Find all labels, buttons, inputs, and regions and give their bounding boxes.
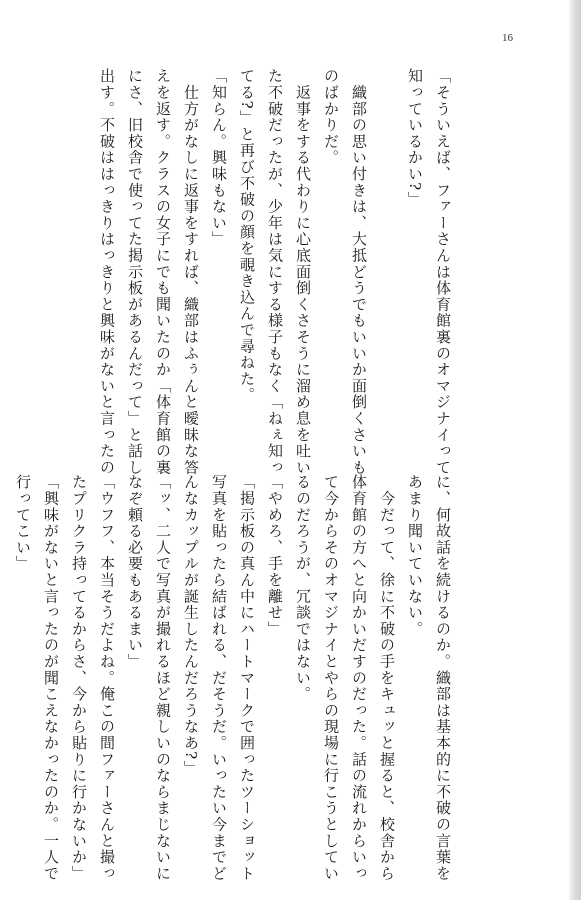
text-line: なぞ頼る必要もあるまい」	[126, 474, 144, 670]
page-number: 16	[502, 32, 513, 44]
text-line: 知っているかい?」	[406, 68, 424, 208]
text-line: にさ、旧校舎で使ってた掲示板があるんだって」と話し	[126, 68, 144, 476]
text-line: のばかりだ。	[322, 68, 340, 166]
text-line: た不破だったが、少年は気にする様子もなく「ねぇ知っ	[266, 68, 284, 476]
text-line: てる?」と再び不破の顔を覗き込んで尋ねた。	[238, 68, 256, 404]
text-line: たプリクラ持ってるからさ、今から貼りに行かないか」	[70, 474, 88, 882]
text-line: あまり聞いていない。	[406, 474, 424, 637]
text-line: 今だって、徐に不破の手をキュッと握ると、校舎から	[378, 474, 396, 882]
text-line: えを返す。クラスの女子にでも聞いたのか「体育館の裏	[154, 68, 172, 476]
text-line: 「やめろ、手を離せ」	[266, 474, 284, 637]
text-line: 仕方がなしに返事をすれば、織部はふぅんと曖昧な答	[182, 68, 200, 476]
text-line: 「ッ、二人で写真が撮れるほど親しいのならまじないに	[154, 474, 172, 882]
text-line: 「興味がないと言ったのが聞こえなかったのか。一人で	[42, 474, 60, 882]
text-line: 「掲示板の真ん中にハートマークで囲ったツーショット	[238, 474, 256, 882]
text-line: 体育館の方へと向かいだすのだった。話の流れからいっ	[350, 474, 368, 882]
text-line: 「知らん。興味もない」	[210, 68, 228, 248]
lower-text-block	[9, 474, 457, 882]
page-edge-shadow	[569, 0, 581, 900]
text-line: 織部の思い付きは、大抵どうでもいいか面倒くさいも	[350, 68, 368, 476]
text-line: 返事をする代わりに心底面倒くさそうに溜め息を吐い	[294, 68, 312, 476]
text-line: 写真を貼ったら結ばれる、だそうだ。いったい今までど	[210, 474, 228, 882]
text-line: 行ってこい」	[14, 474, 32, 572]
text-line	[373, 68, 401, 420]
text-line: るのだろうが、冗談ではない。	[294, 474, 312, 703]
text-line: 「そういえば、ファーさんは体育館裏のオマジナイって	[434, 68, 452, 476]
text-line: 「ウフフ、本当そうだよね。俺この間ファーさんと撮っ	[98, 474, 116, 882]
upper-text-block	[93, 68, 457, 476]
text-line: 出す。不破ははっきりはっきりと興味がないと言ったの	[98, 68, 116, 476]
text-line: んなカップルが誕生したんだろうなあ?」	[182, 474, 200, 777]
text-line: て今からそのオマジナイとやらの現場に行こうとしてい	[322, 474, 340, 882]
text-line: に、何故話を続けるのか。織部は基本的に不破の言葉を	[434, 474, 452, 882]
